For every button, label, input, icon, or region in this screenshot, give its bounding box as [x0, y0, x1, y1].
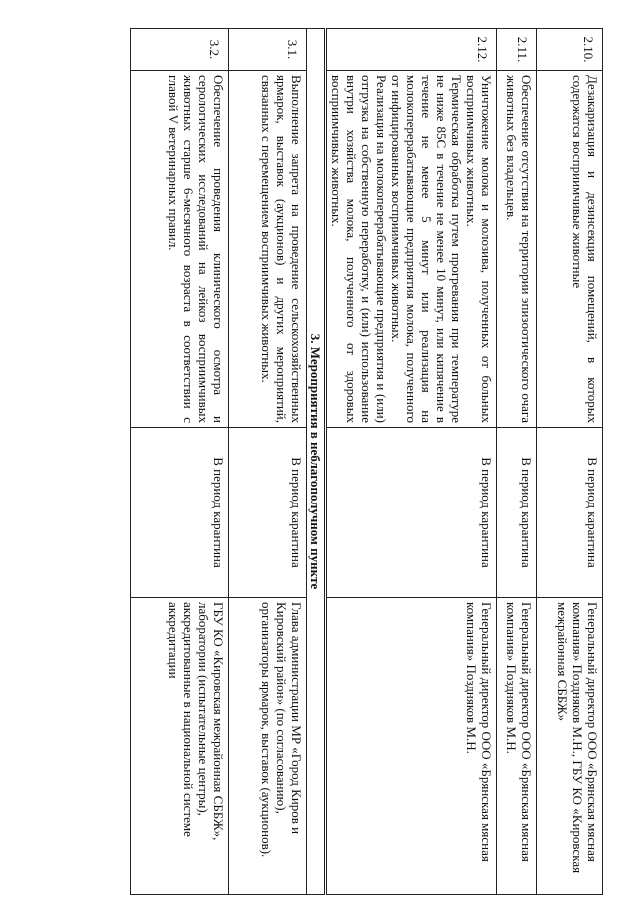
measure-term: В период карантина: [326, 428, 497, 598]
rotated-page: [132, 28, 603, 894]
measure-description: Дезакаризация и дезинсекция помещений, в которых содержатся восприимчивые животные: [537, 71, 603, 428]
measures-table: [130, 28, 603, 895]
row-number: 2.12.: [326, 29, 497, 71]
measure-term: В период карантина: [497, 428, 537, 598]
measure-responsible: ГБУ КО «Кировская межрайонная СББЖ», лаборатории (испытательные центры), аккредитованные в национальной системе аккредитации: [131, 598, 229, 895]
measure-description: Обеспечение проведения клинического осмотра и серологических исследований на лейкоз восприимчивых животных старше 6-месячного возраста в соответствии с главой V ветеринарных правил.: [131, 71, 229, 428]
measure-description: [326, 71, 497, 428]
section-header-row: [307, 29, 326, 895]
measure-responsible: Глава администрации МР «Город Киров и Кировский район» (по согласованию), организаторы ярмарок, выставок (аукционов).: [229, 598, 307, 895]
description-paragraph: Термическая обработка путем прогревания при температуре не ниже 85С в течение не менее 10 минут, или кипячение в течение не менее 5 минут или реализация на молокоперерабатывающие предприятия молока, полученного от инфицированных восприимчивых животных.: [389, 75, 464, 423]
row-number: 3.2.: [131, 29, 229, 71]
table-row: [497, 29, 537, 895]
measure-term: В период карантина: [537, 428, 603, 598]
table-row: [326, 29, 497, 895]
table-row: [229, 29, 307, 895]
row-number: 2.10.: [537, 29, 603, 71]
table-row: [131, 29, 229, 895]
measure-responsible: Генеральный директор ООО «Брянская мясная компания» Поздняков М.Н., ГБУ КО «Кировская межрайонная СББЖ»: [537, 598, 603, 895]
measure-term: В период карантина: [131, 428, 229, 598]
table-row: [537, 29, 603, 895]
measure-term: В период карантина: [229, 428, 307, 598]
row-number: 3.1.: [229, 29, 307, 71]
measure-responsible: Генеральный директор ООО «Брянская мясная компания» Поздняков М.Н.: [326, 598, 497, 895]
section-title: 3. Мероприятия в неблагополучном пункте: [307, 29, 326, 895]
measure-description: Обеспечение отсутствия на территории эпизоотического очага животных без владельцев.: [497, 71, 537, 428]
description-paragraph: Уничтожение молока и молозива, полученных от больных восприимчивых животных.: [464, 75, 494, 423]
measure-responsible: Генеральный директор ООО «Брянская мясная компания» Поздняков М.Н.: [497, 598, 537, 895]
description-paragraph: Реализация на молокоперерабатывающие предприятия и (или) отгрузка на собственную переработку, и (или) использование внутри хозяйства молока, полученного от здоровых восприимчивых животных.: [329, 75, 389, 423]
measure-description: Выполнение запрета на проведение сельскохозяйственных ярмарок, выставок (аукционов) и других мероприятий, связанных с перемещением восприимчивых животных.: [229, 71, 307, 428]
row-number: 2.11.: [497, 29, 537, 71]
